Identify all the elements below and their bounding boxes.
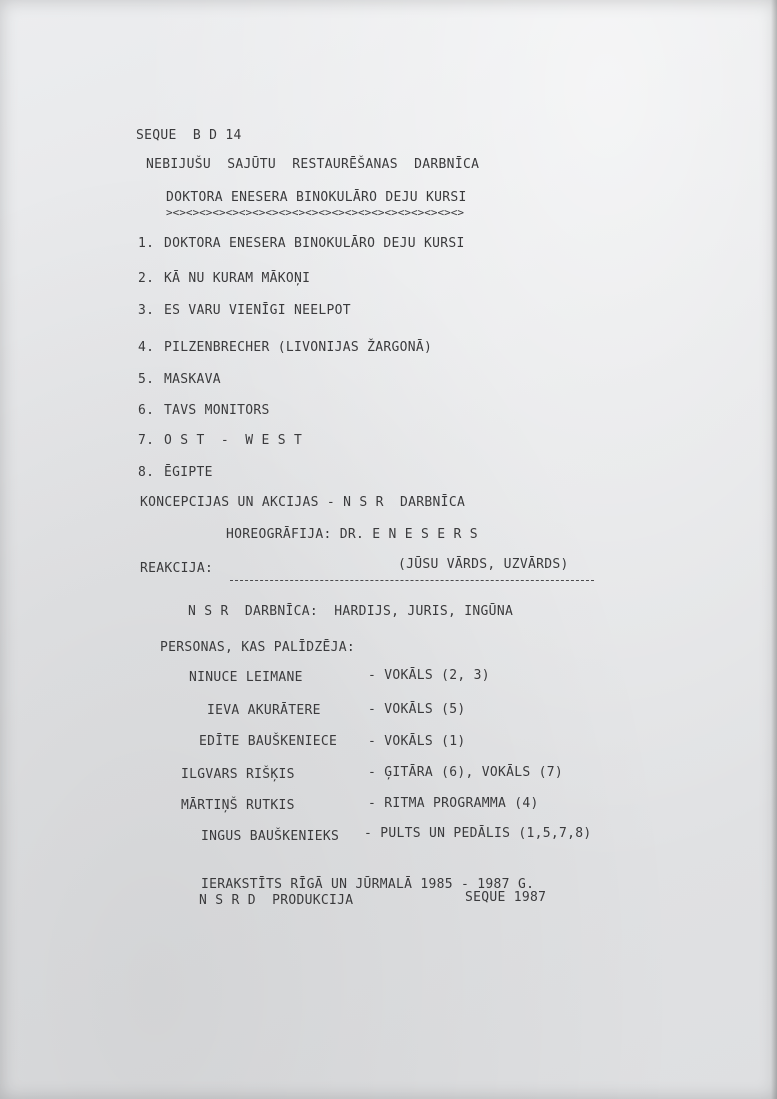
track-title: TAVS MONITORS (164, 403, 270, 418)
track-number: 6. (138, 403, 155, 418)
helper-role: - VOKĀLS (1) (368, 734, 466, 749)
label-year: SEQUE 1987 (465, 890, 547, 905)
track-number: 5. (138, 372, 155, 387)
track-item (138, 236, 465, 252)
track-number: 7. (138, 433, 155, 448)
track-title: MASKAVA (164, 372, 221, 387)
helper-name: EDĪTE BAUŠKENIECE (199, 734, 338, 749)
track-item (138, 403, 270, 419)
helper-name: NINUCE LEIMANE (189, 670, 303, 685)
track-item (138, 340, 432, 356)
reaction-hint: (JŪSU VĀRDS, UZVĀRDS) (398, 557, 569, 572)
recording-info: IERAKSTĪTS RĪGĀ UN JŪRMALĀ 1985 - 1987 G. (201, 877, 535, 892)
track-item (138, 372, 221, 388)
workshop-members: N S R DARBNĪCA: HARDIJS, JURIS, INGŪNA (188, 604, 514, 619)
album-subtitle: DOKTORA ENESERA BINOKULĀRO DEJU KURSI (166, 190, 467, 205)
track-title: ĒGIPTE (164, 465, 213, 480)
track-number: 4. (138, 340, 155, 355)
helper-role: - ĢITĀRA (6), VOKĀLS (7) (368, 765, 564, 780)
helper-role: - RITMA PROGRAMMA (4) (368, 796, 539, 811)
track-item (138, 271, 310, 287)
choreography-credit: HOREOGRĀFIJA: DR. E N E S E R S (226, 527, 478, 542)
helper-name: MĀRTIŅŠ RUTKIS (181, 798, 295, 813)
track-number: 3. (138, 303, 155, 318)
production-credit: N S R D PRODUKCIJA (199, 893, 354, 908)
helpers-heading: PERSONAS, KAS PALĪDZĒJA: (160, 640, 356, 655)
track-item (138, 303, 351, 319)
track-item (138, 465, 213, 481)
track-title: KĀ NU KURAM MĀKOŅI (164, 271, 311, 286)
track-title: DOKTORA ENESERA BINOKULĀRO DEJU KURSI (164, 236, 465, 251)
decorative-x-pattern: ><><><><><><><><><><><><><><><><><><><><><><> (166, 206, 465, 219)
reaction-label: REAKCIJA: (140, 561, 214, 576)
helper-role: - PULTS UN PEDĀLIS (1,5,7,8) (364, 826, 592, 841)
concept-credit: KONCEPCIJAS UN AKCIJAS - N S R DARBNĪCA (140, 495, 466, 510)
track-number: 8. (138, 465, 155, 480)
helper-name: IEVA AKURĀTERE (207, 703, 321, 718)
track-number: 2. (138, 271, 155, 286)
track-title: ES VARU VIENĪGI NEELPOT (164, 303, 351, 318)
paper-edge-shadow (771, 0, 777, 1099)
album-title: NEBIJUŠU SAJŪTU RESTAURĒŠANAS DARBNĪCA (146, 157, 480, 172)
catalog-code: SEQUE B D 14 (136, 128, 242, 143)
reaction-blank-line (230, 580, 594, 581)
track-number: 1. (138, 236, 155, 251)
helper-name: ILGVARS RIŠĶIS (181, 767, 295, 782)
track-item (138, 433, 302, 449)
helper-role: - VOKĀLS (5) (368, 702, 466, 717)
helper-name: INGUS BAUŠKENIEKS (201, 829, 340, 844)
helper-role: - VOKĀLS (2, 3) (368, 668, 490, 683)
track-title: PILZENBRECHER (LIVONIJAS ŽARGONĀ) (164, 340, 433, 355)
track-title: O S T - W E S T (164, 433, 303, 448)
